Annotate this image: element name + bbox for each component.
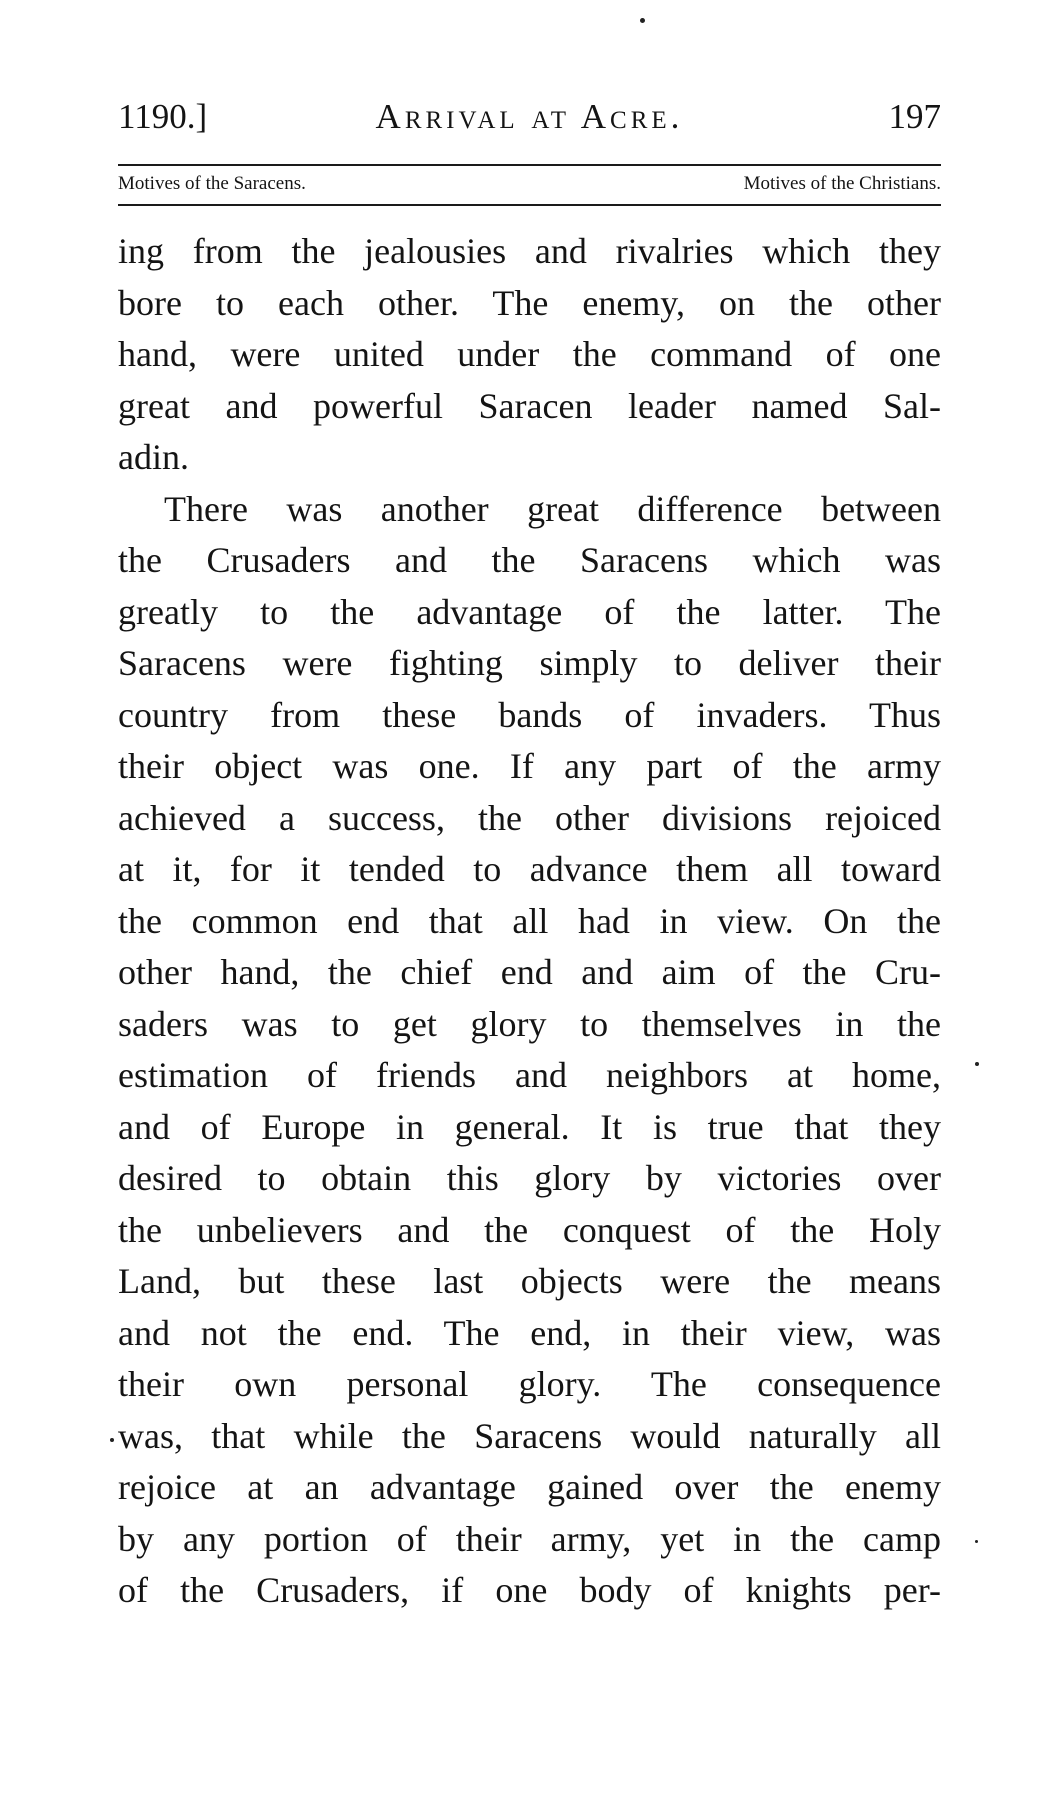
sidenote-left: Motives of the Saracens.	[118, 173, 306, 194]
scan-speck	[975, 1540, 978, 1543]
text-line: achieved a success, the other divisions rejoiced	[118, 797, 941, 838]
header-rule-top	[118, 164, 941, 166]
text-line: desired to obtain this glory by victories over	[118, 1158, 941, 1198]
text-line: of the Crusaders, if one body of knights per-	[118, 1570, 941, 1610]
text-line: rejoice at an advantage gained over the enemy	[118, 1467, 941, 1507]
text-line: hand, were united under the command of one	[118, 334, 941, 374]
page-number: 197	[888, 97, 941, 136]
header-rule-bottom	[118, 204, 941, 206]
text-line: country from these bands of invaders. Thus	[118, 694, 941, 735]
text-line: at it, for it tended to advance them all toward	[118, 849, 941, 889]
text-line: and of Europe in general. It is true that they	[118, 1106, 941, 1147]
text-line: the common end that all had in view. On the	[118, 900, 941, 941]
text-line: their own personal glory. The consequence	[118, 1364, 941, 1404]
sidenote-right: Motives of the Christians.	[743, 173, 941, 194]
text-line: other hand, the chief end and aim of the Cru-	[118, 952, 941, 992]
scan-speck	[640, 18, 645, 23]
scan-speck	[975, 1062, 979, 1066]
text-line: their object was one. If any part of the army	[118, 746, 941, 786]
scan-speck	[110, 1438, 114, 1442]
text-line: adin.	[118, 437, 189, 477]
text-line: There was another great difference between	[164, 488, 941, 529]
text-line: by any portion of their army, yet in the camp	[118, 1518, 941, 1559]
header-date: 1190.]	[118, 97, 208, 136]
text-line: great and powerful Saracen leader named Sal-	[118, 385, 941, 426]
text-line: ing from the jealousies and rivalries which they	[118, 231, 941, 271]
text-line: the unbelievers and the conquest of the Holy	[118, 1209, 941, 1250]
text-line: was, that while the Saracens would naturally all	[118, 1415, 941, 1456]
text-line: Land, but these last objects were the means	[118, 1261, 941, 1301]
text-line: saders was to get glory to themselves in the	[118, 1003, 941, 1044]
text-line: greatly to the advantage of the latter. The	[118, 591, 941, 632]
running-header	[118, 96, 941, 146]
text-line: estimation of friends and neighbors at home,	[118, 1055, 941, 1095]
text-line: and not the end. The end, in their view, was	[118, 1312, 941, 1353]
header-title: Arrival at Acre.	[375, 97, 684, 136]
text-line: Saracens were fighting simply to deliver their	[118, 643, 941, 683]
text-line: the Crusaders and the Saracens which was	[118, 540, 941, 580]
body-text	[118, 226, 941, 1617]
text-line: bore to each other. The enemy, on the other	[118, 282, 941, 323]
